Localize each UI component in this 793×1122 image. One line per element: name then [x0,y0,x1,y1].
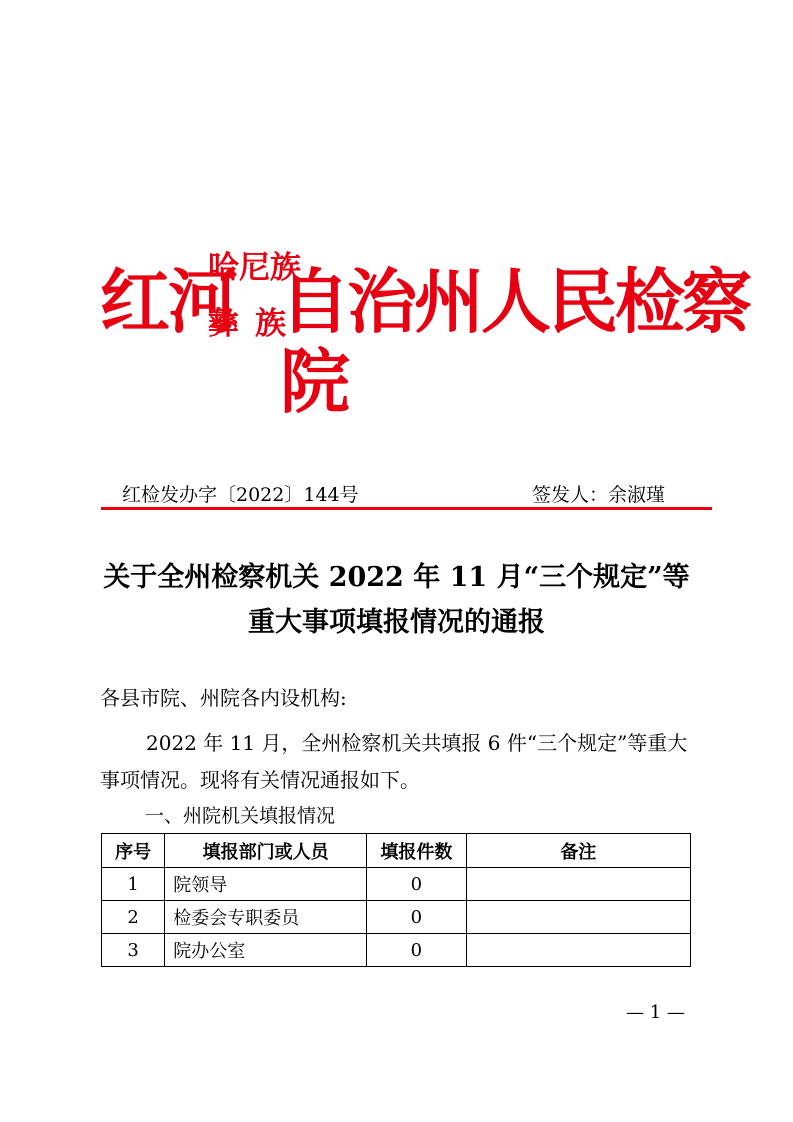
cell-count: 0 [367,934,467,967]
column-header-remarks: 备注 [466,834,690,868]
cell-remarks [466,901,690,934]
header-issuer-part-2: 自治州人民检察院 [280,260,749,423]
column-header-department: 填报部门或人员 [165,834,367,868]
document-number: 红检发办字〔2022〕144号 [122,484,359,506]
table-header-row [102,834,691,868]
paragraph-line-1: 2022 年 11 月，全州检察机关共填报 6 件“三个规定”等重大 [146,731,688,755]
cell-number: 3 [102,934,165,967]
cell-department: 院办公室 [165,934,367,967]
page-number: — 1 — [626,1002,685,1023]
addressee: 各县市院、州院各内设机构: [100,686,347,710]
table-row [102,901,691,934]
cell-department: 院领导 [165,868,367,901]
report-table [101,833,691,967]
header-issuer-ethnic-2: 彝族 [208,306,302,342]
section-heading: 一、州院机关填报情况 [145,805,336,827]
cell-remarks [466,868,690,901]
document-title-line-1: 关于全州检察机关 2022 年 11 月“三个规定”等 [103,562,690,593]
header-issuer-part-1: 红河 [100,260,236,343]
document-title-line-2: 重大事项填报情况的通报 [248,607,545,638]
cell-number: 1 [102,868,165,901]
paragraph-line-2: 事项情况。现将有关情况通报如下。 [100,768,420,792]
red-divider-line [101,507,712,510]
cell-count: 0 [367,901,467,934]
table-row [102,868,691,901]
signer: 签发人：余淑瑾 [532,484,666,506]
header-issuer-ethnic-1: 哈尼族 [208,250,301,286]
cell-department: 检委会专职委员 [165,901,367,934]
cell-remarks [466,934,690,967]
cell-number: 2 [102,901,165,934]
column-header-number: 序号 [102,834,165,868]
table-row [102,934,691,967]
cell-count: 0 [367,868,467,901]
column-header-count: 填报件数 [367,834,467,868]
